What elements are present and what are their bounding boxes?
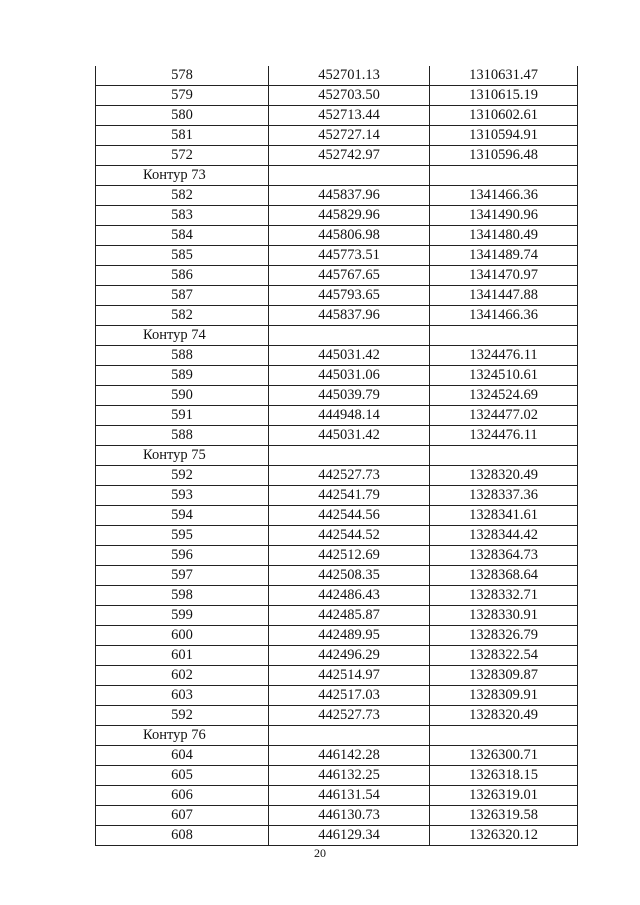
y-coordinate-cell: 1324510.61 [430, 366, 578, 386]
x-coordinate-cell: 445039.79 [269, 386, 430, 406]
table-row [96, 586, 578, 606]
y-coordinate-cell: 1341447.88 [430, 286, 578, 306]
table-row [96, 306, 578, 326]
y-coordinate-cell: 1341466.36 [430, 306, 578, 326]
table-row [96, 606, 578, 626]
table-row [96, 286, 578, 306]
table-row [96, 766, 578, 786]
table-row [96, 786, 578, 806]
empty-cell [269, 166, 430, 186]
point-number-cell: 583 [96, 206, 269, 226]
point-number-cell: 590 [96, 386, 269, 406]
x-coordinate-cell: 442517.03 [269, 686, 430, 706]
x-coordinate-cell: 445031.06 [269, 366, 430, 386]
table-row [96, 826, 578, 846]
point-number-cell: 586 [96, 266, 269, 286]
x-coordinate-cell: 452727.14 [269, 126, 430, 146]
y-coordinate-cell: 1324477.02 [430, 406, 578, 426]
point-number-cell: 585 [96, 246, 269, 266]
y-coordinate-cell: 1341480.49 [430, 226, 578, 246]
table-row [96, 266, 578, 286]
x-coordinate-cell: 445837.96 [269, 306, 430, 326]
point-number-cell: 600 [96, 626, 269, 646]
table-row [96, 406, 578, 426]
y-coordinate-cell: 1328320.49 [430, 466, 578, 486]
x-coordinate-cell: 446131.54 [269, 786, 430, 806]
point-number-cell: 591 [96, 406, 269, 426]
point-number-cell: 584 [96, 226, 269, 246]
y-coordinate-cell: 1341489.74 [430, 246, 578, 266]
point-number-cell: 592 [96, 466, 269, 486]
table-row [96, 146, 578, 166]
x-coordinate-cell: 445837.96 [269, 186, 430, 206]
x-coordinate-cell: 446142.28 [269, 746, 430, 766]
point-number-cell: 582 [96, 306, 269, 326]
contour-header-row [96, 166, 578, 186]
contour-header-row [96, 446, 578, 466]
point-number-cell: 599 [96, 606, 269, 626]
contour-header-row [96, 726, 578, 746]
y-coordinate-cell: 1328368.64 [430, 566, 578, 586]
x-coordinate-cell: 445829.96 [269, 206, 430, 226]
y-coordinate-cell: 1324476.11 [430, 346, 578, 366]
x-coordinate-cell: 444948.14 [269, 406, 430, 426]
contour-label: Контур 73 [96, 166, 269, 186]
table-row [96, 206, 578, 226]
point-number-cell: 596 [96, 546, 269, 566]
point-number-cell: 602 [96, 666, 269, 686]
point-number-cell: 606 [96, 786, 269, 806]
x-coordinate-cell: 446132.25 [269, 766, 430, 786]
y-coordinate-cell: 1310631.47 [430, 66, 578, 86]
contour-header-row [96, 326, 578, 346]
x-coordinate-cell: 445031.42 [269, 346, 430, 366]
empty-cell [269, 326, 430, 346]
table-row [96, 366, 578, 386]
contour-label: Контур 74 [96, 326, 269, 346]
x-coordinate-cell: 446130.73 [269, 806, 430, 826]
empty-cell [430, 326, 578, 346]
y-coordinate-cell: 1328330.91 [430, 606, 578, 626]
x-coordinate-cell: 442527.73 [269, 706, 430, 726]
point-number-cell: 582 [96, 186, 269, 206]
y-coordinate-cell: 1310596.48 [430, 146, 578, 166]
table-row [96, 646, 578, 666]
y-coordinate-cell: 1310602.61 [430, 106, 578, 126]
x-coordinate-cell: 452701.13 [269, 66, 430, 86]
x-coordinate-cell: 442486.43 [269, 586, 430, 606]
y-coordinate-cell: 1328344.42 [430, 526, 578, 546]
x-coordinate-cell: 442508.35 [269, 566, 430, 586]
table-row [96, 346, 578, 366]
empty-cell [430, 166, 578, 186]
point-number-cell: 592 [96, 706, 269, 726]
table-row [96, 806, 578, 826]
y-coordinate-cell: 1341470.97 [430, 266, 578, 286]
table-row [96, 746, 578, 766]
empty-cell [430, 726, 578, 746]
table-row [96, 126, 578, 146]
point-number-cell: 579 [96, 86, 269, 106]
x-coordinate-cell: 442544.52 [269, 526, 430, 546]
point-number-cell: 607 [96, 806, 269, 826]
coordinates-table-body [96, 66, 578, 846]
table-row [96, 86, 578, 106]
y-coordinate-cell: 1341490.96 [430, 206, 578, 226]
table-row [96, 686, 578, 706]
table-row [96, 426, 578, 446]
y-coordinate-cell: 1328309.91 [430, 686, 578, 706]
table-row [96, 626, 578, 646]
y-coordinate-cell: 1326319.58 [430, 806, 578, 826]
table-row [96, 506, 578, 526]
x-coordinate-cell: 442489.95 [269, 626, 430, 646]
y-coordinate-cell: 1328309.87 [430, 666, 578, 686]
x-coordinate-cell: 452703.50 [269, 86, 430, 106]
table-row [96, 526, 578, 546]
point-number-cell: 588 [96, 346, 269, 366]
coordinates-table [95, 66, 578, 846]
empty-cell [269, 726, 430, 746]
y-coordinate-cell: 1324524.69 [430, 386, 578, 406]
y-coordinate-cell: 1341466.36 [430, 186, 578, 206]
point-number-cell: 603 [96, 686, 269, 706]
table-row [96, 706, 578, 726]
x-coordinate-cell: 445793.65 [269, 286, 430, 306]
point-number-cell: 581 [96, 126, 269, 146]
point-number-cell: 587 [96, 286, 269, 306]
x-coordinate-cell: 445806.98 [269, 226, 430, 246]
point-number-cell: 588 [96, 426, 269, 446]
point-number-cell: 604 [96, 746, 269, 766]
y-coordinate-cell: 1324476.11 [430, 426, 578, 446]
table-row [96, 566, 578, 586]
point-number-cell: 598 [96, 586, 269, 606]
table-row [96, 386, 578, 406]
x-coordinate-cell: 446129.34 [269, 826, 430, 846]
table-row [96, 186, 578, 206]
x-coordinate-cell: 442512.69 [269, 546, 430, 566]
x-coordinate-cell: 442541.79 [269, 486, 430, 506]
empty-cell [269, 446, 430, 466]
x-coordinate-cell: 442496.29 [269, 646, 430, 666]
y-coordinate-cell: 1328332.71 [430, 586, 578, 606]
page-number: 20 [314, 846, 326, 860]
table-row [96, 666, 578, 686]
y-coordinate-cell: 1326300.71 [430, 746, 578, 766]
contour-label: Контур 76 [96, 726, 269, 746]
contour-label: Контур 75 [96, 446, 269, 466]
point-number-cell: 572 [96, 146, 269, 166]
y-coordinate-cell: 1310594.91 [430, 126, 578, 146]
point-number-cell: 608 [96, 826, 269, 846]
x-coordinate-cell: 452742.97 [269, 146, 430, 166]
y-coordinate-cell: 1328364.73 [430, 546, 578, 566]
x-coordinate-cell: 442544.56 [269, 506, 430, 526]
point-number-cell: 601 [96, 646, 269, 666]
table-row [96, 246, 578, 266]
y-coordinate-cell: 1310615.19 [430, 86, 578, 106]
point-number-cell: 605 [96, 766, 269, 786]
x-coordinate-cell: 442514.97 [269, 666, 430, 686]
table-row [96, 486, 578, 506]
point-number-cell: 580 [96, 106, 269, 126]
y-coordinate-cell: 1326320.12 [430, 826, 578, 846]
table-row [96, 546, 578, 566]
x-coordinate-cell: 445031.42 [269, 426, 430, 446]
y-coordinate-cell: 1328341.61 [430, 506, 578, 526]
x-coordinate-cell: 442527.73 [269, 466, 430, 486]
y-coordinate-cell: 1326319.01 [430, 786, 578, 806]
x-coordinate-cell: 452713.44 [269, 106, 430, 126]
empty-cell [430, 446, 578, 466]
table-row [96, 106, 578, 126]
y-coordinate-cell: 1328337.36 [430, 486, 578, 506]
point-number-cell: 578 [96, 66, 269, 86]
point-number-cell: 595 [96, 526, 269, 546]
x-coordinate-cell: 442485.87 [269, 606, 430, 626]
table-row [96, 226, 578, 246]
point-number-cell: 589 [96, 366, 269, 386]
x-coordinate-cell: 445773.51 [269, 246, 430, 266]
x-coordinate-cell: 445767.65 [269, 266, 430, 286]
y-coordinate-cell: 1328326.79 [430, 626, 578, 646]
y-coordinate-cell: 1326318.15 [430, 766, 578, 786]
y-coordinate-cell: 1328320.49 [430, 706, 578, 726]
table-row [96, 466, 578, 486]
point-number-cell: 593 [96, 486, 269, 506]
point-number-cell: 597 [96, 566, 269, 586]
table-row [96, 66, 578, 86]
y-coordinate-cell: 1328322.54 [430, 646, 578, 666]
point-number-cell: 594 [96, 506, 269, 526]
